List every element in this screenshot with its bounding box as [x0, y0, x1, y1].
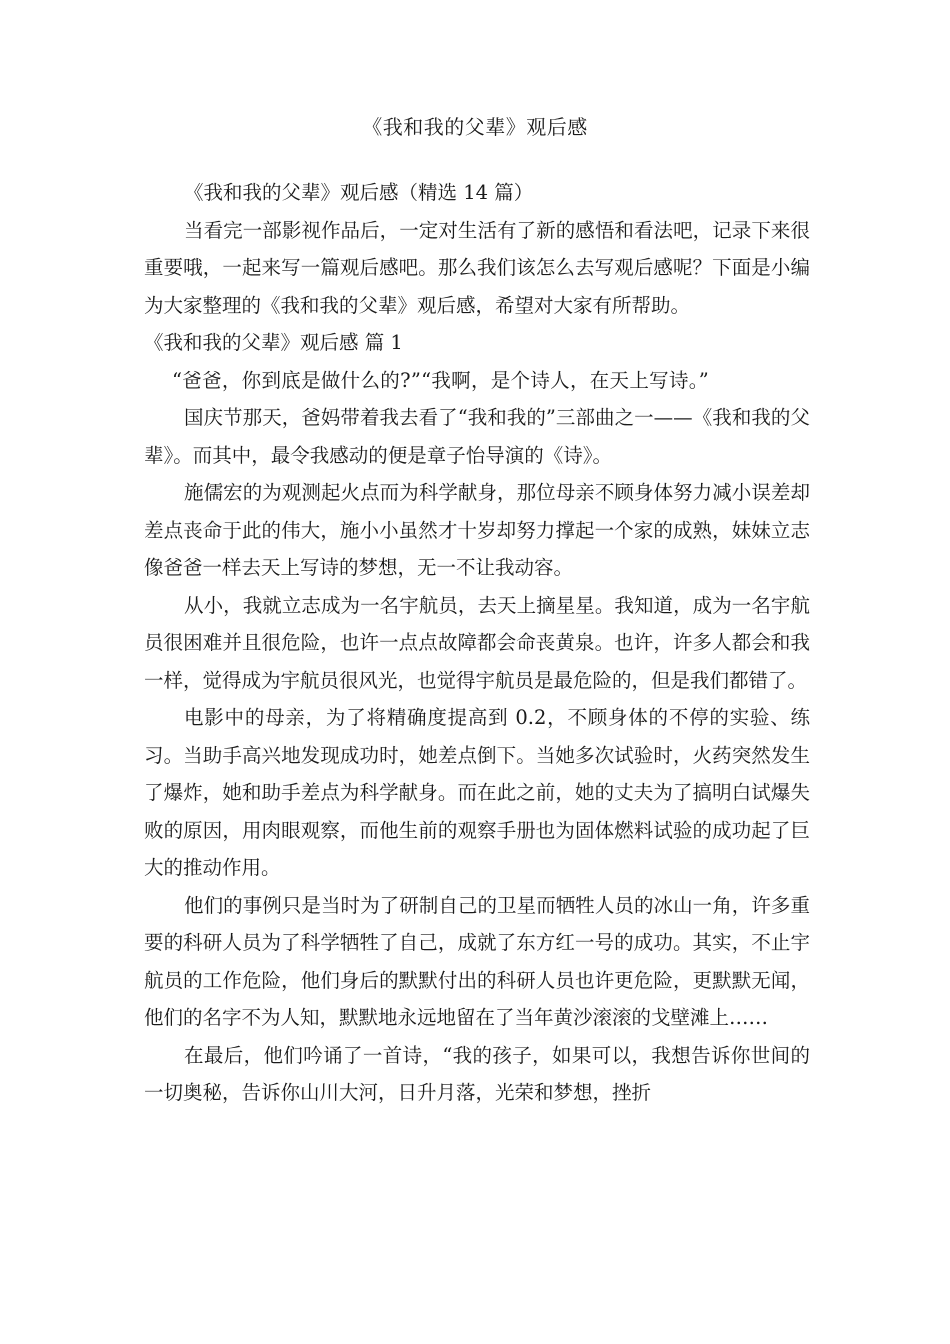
document-subtitle: 《我和我的父辈》观后感（精选 14 篇） — [184, 181, 534, 204]
section-heading: 《我和我的父辈》观后感 篇 1 — [144, 331, 403, 354]
body-paragraph: 在最后，他们吟诵了一首诗，“我的孩子，如果可以，我想告诉你世间的一切奥秘，告诉你山川大河，日升月落，光荣和梦想，挫折 — [144, 1043, 810, 1104]
body-paragraph: 他们的事例只是当时为了研制自己的卫星而牺牲人员的冰山一角，许多重要的科研人员为了科学牺牲了自己，成就了东方红一号的成功。其实，不止宇航员的工作危险，他们身后的默默付出的科研人员也许更危险，更默默无闻，他们的名字不为人知，默默地永远地留在了当年黄沙滚滚的戈壁滩上…… — [144, 893, 810, 1029]
intro-paragraph: 当看完一部影视作品后，一定对生活有了新的感悟和看法吧，记录下来很重要哦，一起来写一篇观后感吧。那么我们该怎么去写观后感呢？下面是小编为大家整理的《我和我的父辈》观后感，希望对大家有所帮助。 — [144, 218, 810, 317]
document-title: 《我和我的父辈》观后感 — [362, 115, 588, 139]
document-body — [144, 174, 810, 1112]
body-paragraph: 施儒宏的为观测起火点而为科学献身，那位母亲不顾身体努力减小误差却差点丧命于此的伟大，施小小虽然才十岁却努力撑起一个家的成熟，妹妹立志像爸爸一样去天上写诗的梦想，无一不让我动容。 — [144, 481, 810, 579]
body-paragraph: 从小，我就立志成为一名宇航员，去天上摘星星。我知道，成为一名宇航员很困难并且很危险，也许一点点故障都会命丧黄泉。也许，许多人都会和我一样，觉得成为宇航员很风光，也觉得宇航员是最危险的，但是我们都错了。 — [144, 593, 810, 692]
body-paragraph: 国庆节那天，爸妈带着我去看了“我和我的”三部曲之一——《我和我的父辈》。而其中，最令我感动的便是章子怡导演的《诗》。 — [144, 406, 810, 467]
body-paragraph: 电影中的母亲，为了将精确度提高到 0.2，不顾身体的不停的实验、练习。当助手高兴地发现成功时，她差点倒下。当她多次试验时，火药突然发生了爆炸，她和助手差点为科学献身。而在此之前，她的丈夫为了搞明白试爆失败的原因，用肉眼观察，而他生前的观察手册也为固体燃料试验的成功起了巨大的推动作用。 — [144, 706, 810, 879]
quote-paragraph: “爸爸，你到底是做什么的?”“我啊，是个诗人，在天上写诗。” — [172, 368, 710, 392]
